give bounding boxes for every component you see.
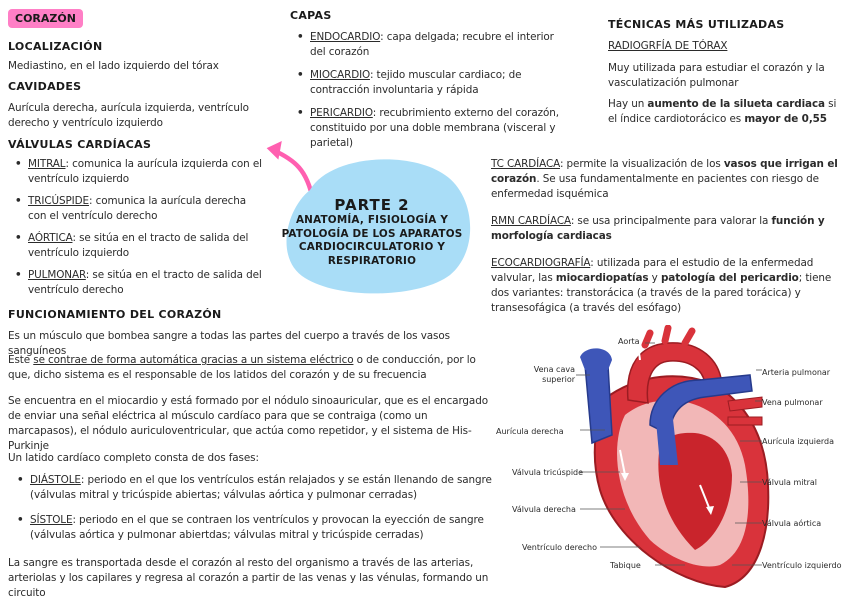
section-tag-corazon: CORAZÓN — [8, 9, 83, 28]
fases-list — [12, 473, 498, 543]
fase-diastole: • DIÁSTOLE: periodo en el que los ventrículos están relajados y se están llenando de sangre (válvulas mitral y tricúspide abiertas; válvulas aórtica y pulmonar cerradas) — [12, 473, 498, 503]
funcionamiento-p3: Se encuentra en el miocardio y está formado por el nódulo sinoauricular, que es el encargado de enviar una señal eléctrica al músculo cardíaco para que se contraiga (como un marcapasos), el nódulo auriculoventricular, que actúa como repetidor, y el sistema de His-Purkinje — [8, 395, 488, 452]
label-valvula-derecha: Válvula derecha — [512, 505, 576, 514]
funcionamiento-p5: La sangre es transportada desde el corazón al resto del organismo a través de las arterias, arteriolas y los capilares y regresa al corazón a partir de las venas y las vénulas, formando un circuito — [8, 557, 489, 599]
label-auricula-izquierda: Aurícula izquierda — [762, 437, 835, 446]
label-ventriculo-derecho: Ventrículo derecho — [522, 543, 598, 552]
capa-pericardio: • PERICARDIO: recubrimiento externo del corazón, constituido por una doble membrana (visceral y parietal) — [292, 106, 564, 151]
funcionamiento-title: FUNCIONAMIENTO DEL CORAZÓN — [8, 308, 222, 321]
valvula-pulmonar: • PULMONAR: se sitúa en el tracto de salida del ventrículo derecho — [10, 268, 264, 298]
parte-2-line2: ANATOMÍA, FISIOLOGÍA Y — [295, 214, 449, 226]
label-valvula-tricuspide: Válvula tricúspide — [512, 468, 584, 477]
valvula-tricuspide: • TRICÚSPIDE: comunica la aurícula derecha con el ventrículo derecho — [10, 194, 264, 224]
rx-title: RADIOGRFÍA DE TÓRAX — [608, 40, 728, 52]
localizacion-text: Mediastino, en el lado izquierdo del tórax — [8, 60, 219, 72]
fase-sistole: • SÍSTOLE: periodo en el que se contraen los ventrículos y provocan la eyección de sangre (válvulas aórtica y pulmonar abiertdas; válvulas mitral y tricúspide cerradas) — [12, 513, 498, 543]
capa-endocardio: • ENDOCARDIO: capa delgada; recubre el interior del corazón — [292, 30, 564, 60]
rx-text-2: Hay un aumento de la silueta cardiaca si el índice cardiotorácico es mayor de 0,55 — [608, 98, 837, 125]
label-arteria-pulmonar: Arteria pulmonar — [762, 368, 831, 377]
funcionamiento-p2: Este se contrae de forma automática gracias a un sistema eléctrico o de conducción, por lo que, dicho sistema es el responsable de los latidos del corazón y de su frecuencia — [8, 354, 476, 381]
parte-2-line4: CARDIOCIRCULATORIO Y — [298, 241, 446, 253]
parte-2-line3: PATOLOGÍA DE LOS APARATOS — [281, 227, 463, 240]
label-valvula-mitral: Válvula mitral — [762, 478, 818, 487]
funcionamiento-p4: Un latido cardíaco completo consta de dos fases: — [8, 452, 259, 464]
label-vena-pulmonar: Vena pulmonar — [762, 398, 823, 407]
localizacion-title: LOCALIZACIÓN — [8, 40, 103, 53]
tc-cardiaca-text: TC CARDÍACA: permite la visualización de los vasos que irrigan el corazón. Se usa fundamentalmente en pacientes con riesgo de enfermedad isquémica — [491, 158, 838, 200]
cavidades-text: Aurícula derecha, aurícula izquierda, ventrículo derecho y ventrículo izquierdo — [8, 102, 249, 129]
tecnicas-title: TÉCNICAS MÁS UTILIZADAS — [608, 18, 785, 31]
rmn-cardiaca-text: RMN CARDÍACA: se usa principalmente para valorar la función y morfología cardiacas — [491, 215, 825, 242]
valvula-mitral: • MITRAL: comunica la aurícula izquierda con el ventrículo izquierdo — [10, 157, 264, 187]
label-valvula-aortica: Válvula aórtica — [762, 519, 822, 528]
cavidades-title: CAVIDADES — [8, 80, 82, 93]
capas-title: CAPAS — [290, 9, 332, 22]
rx-text-1: Muy utilizada para estudiar el corazón y la vasculatización pulmonar — [608, 62, 825, 89]
label-aorta: Aorta — [618, 337, 640, 346]
label-ventriculo-izquierdo: Ventrículo izquierdo — [762, 561, 842, 570]
funcionamiento-p1: Es un músculo que bombea sangre a todas las partes del cuerpo a través de los vasos sanguíneos — [8, 330, 450, 357]
capa-miocardio: • MIOCARDIO: tejido muscular cardiaco; de contracción involuntaria y rápida — [292, 68, 564, 98]
valvula-aortica: • AÓRTICA: se sitúa en el tracto de salida del ventrículo izquierdo — [10, 231, 264, 261]
capas-list — [292, 30, 564, 151]
valvulas-list — [10, 157, 264, 298]
label-tabique: Tabique — [610, 561, 641, 570]
ecocardiografia-text: ECOCARDIOGRAFÍA: utilizada para el estudio de la enfermedad valvular, las miocardiopatías y patología del pericardio; tiene dos variantes: transtorácica (a través de la pared torácica) y transesofágica (a través del esófago) — [491, 257, 832, 314]
label-vena-cava: Vena cava superior — [533, 365, 575, 384]
valvulas-title: VÁLVULAS CARDÍACAS — [8, 138, 152, 151]
parte-2-line5: RESPIRATORIO — [327, 254, 417, 267]
label-auricula-derecha: Aurícula derecha — [496, 427, 564, 436]
parte-2-line1: PARTE 2 — [334, 196, 410, 214]
parte-2-title — [268, 196, 476, 268]
